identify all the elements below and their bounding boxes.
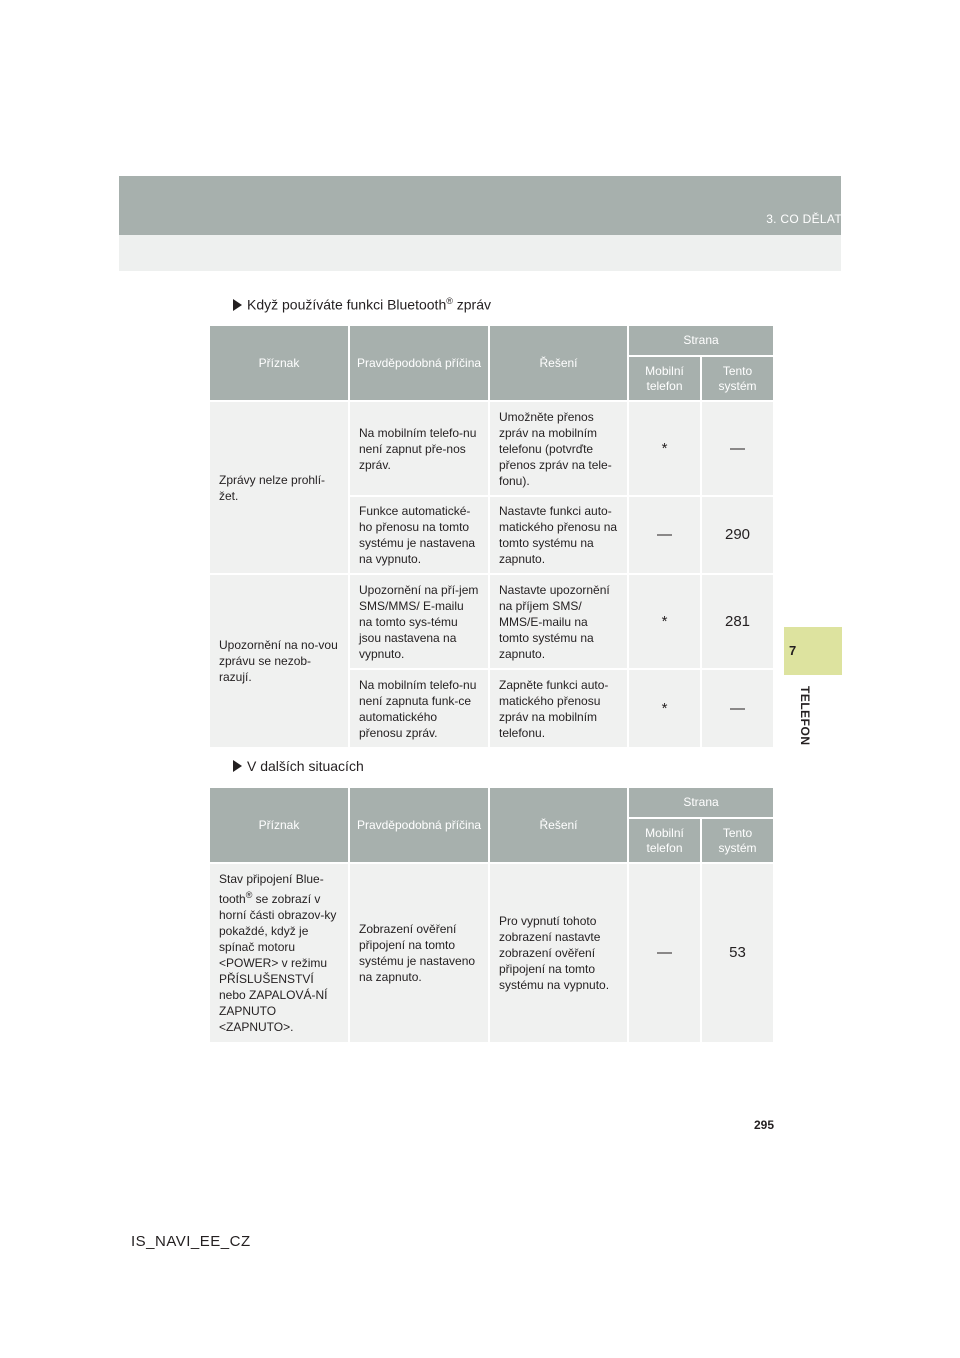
cell-solution: Zapněte funkci auto-matického přenosu zpráv na mobilním telefonu.: [489, 669, 628, 748]
cell-symptom: Zprávy nelze prohlí-žet.: [210, 401, 349, 574]
cell-mobile-page: *: [628, 574, 701, 669]
cell-mobile-page: *: [628, 401, 701, 496]
column-header-cause: Pravděpodobná příčina: [349, 788, 489, 863]
cell-solution: Nastavte funkci auto-matického přenosu na tomto systému na zapnuto.: [489, 496, 628, 574]
cell-cause: Zobrazení ověření připojení na tomto systému je nastaveno na zapnuto.: [349, 863, 489, 1043]
column-header-mobile: Mobilní telefon: [628, 818, 701, 863]
cell-system-page: 53: [701, 863, 773, 1043]
cell-system-page: 281: [701, 574, 773, 669]
bullet-triangle-icon: [233, 299, 242, 311]
cell-cause: Na mobilním telefo-nu není zapnut pře-nos zpráv.: [349, 401, 489, 496]
cell-mobile-page: *: [628, 669, 701, 748]
column-header-system: Tento systém: [701, 356, 773, 401]
cell-symptom: [210, 863, 349, 1043]
cell-system-page: —: [701, 401, 773, 496]
chapter-tab-number: 7: [789, 643, 797, 658]
cell-cause: Na mobilním telefo-nu není zapnuta funk-ce automatického přenosu zpráv.: [349, 669, 489, 748]
table-row: [210, 574, 773, 669]
section-heading-bluetooth-messages: [233, 296, 491, 313]
section-heading-other-situations: [233, 758, 364, 774]
section-heading-text-end: zpráv: [452, 296, 491, 313]
bullet-triangle-icon: [233, 760, 242, 772]
chapter-title: 3. CO DĚLAT, KDYŽ...: [766, 212, 892, 226]
column-header-cause: Pravděpodobná příčina: [349, 326, 489, 401]
cell-cause: Funkce automatické-ho přenosu na tomto systému je nastavena na vypnuto.: [349, 496, 489, 574]
column-header-symptom: Příznak: [210, 326, 349, 401]
column-header-page: Strana: [628, 788, 773, 818]
section-heading-text: V dalších situacích: [247, 758, 364, 774]
cell-solution: Nastavte upozornění na příjem SMS/ MMS/E-mailu na tomto systému na zapnuto.: [489, 574, 628, 669]
page-number: 295: [753, 1118, 774, 1132]
table-row: [210, 401, 773, 496]
section-heading-text: Když používáte funkci Bluetooth: [247, 296, 447, 313]
column-header-mobile: Mobilní telefon: [628, 356, 701, 401]
cell-system-page: 290: [701, 496, 773, 574]
cell-solution: Pro vypnutí tohoto zobrazení nastavte zobrazení ověření připojení na tomto systému na vypnuto.: [489, 863, 628, 1043]
chapter-tab-label: TELEFON: [798, 686, 812, 746]
column-header-system: Tento systém: [701, 818, 773, 863]
cell-mobile-page: —: [628, 863, 701, 1043]
registered-mark: ®: [245, 890, 253, 900]
cell-cause: Upozornění na pří-jem SMS/MMS/ E-mailu na tomto sys-tému jsou nastavena na vypnuto.: [349, 574, 489, 669]
document-code: IS_NAVI_EE_CZ: [131, 1233, 251, 1250]
column-header-page: Strana: [628, 326, 773, 356]
cell-system-page: —: [701, 669, 773, 748]
cell-solution: Umožněte přenos zpráv na mobilním telefonu (potvrďte přenos zpráv na tele-fonu).: [489, 401, 628, 496]
troubleshooting-table-messages: [210, 326, 773, 749]
header-bar: [119, 176, 841, 235]
cell-mobile-page: —: [628, 496, 701, 574]
registered-mark: ®: [446, 296, 453, 306]
cell-symptom-text-end: se zobrazí v horní části obrazov-ky pokaždé, když je spínač motoru <POWER> v režimu PŘÍSLUŠENSTVÍ nebo ZAPALOVÁ-NÍ ZAPNUTO <ZAPNUTO>.: [219, 892, 337, 1034]
cell-symptom-text: Stav připojení Blue-tooth: [219, 872, 324, 906]
column-header-solution: Řešení: [489, 326, 628, 401]
troubleshooting-table-other: [210, 788, 773, 1044]
column-header-solution: Řešení: [489, 788, 628, 863]
cell-symptom: Upozornění na no-vou zprávu se nezob-razují.: [210, 574, 349, 748]
column-header-symptom: Příznak: [210, 788, 349, 863]
table-row: [210, 863, 773, 1043]
header-subbar: [119, 235, 841, 271]
